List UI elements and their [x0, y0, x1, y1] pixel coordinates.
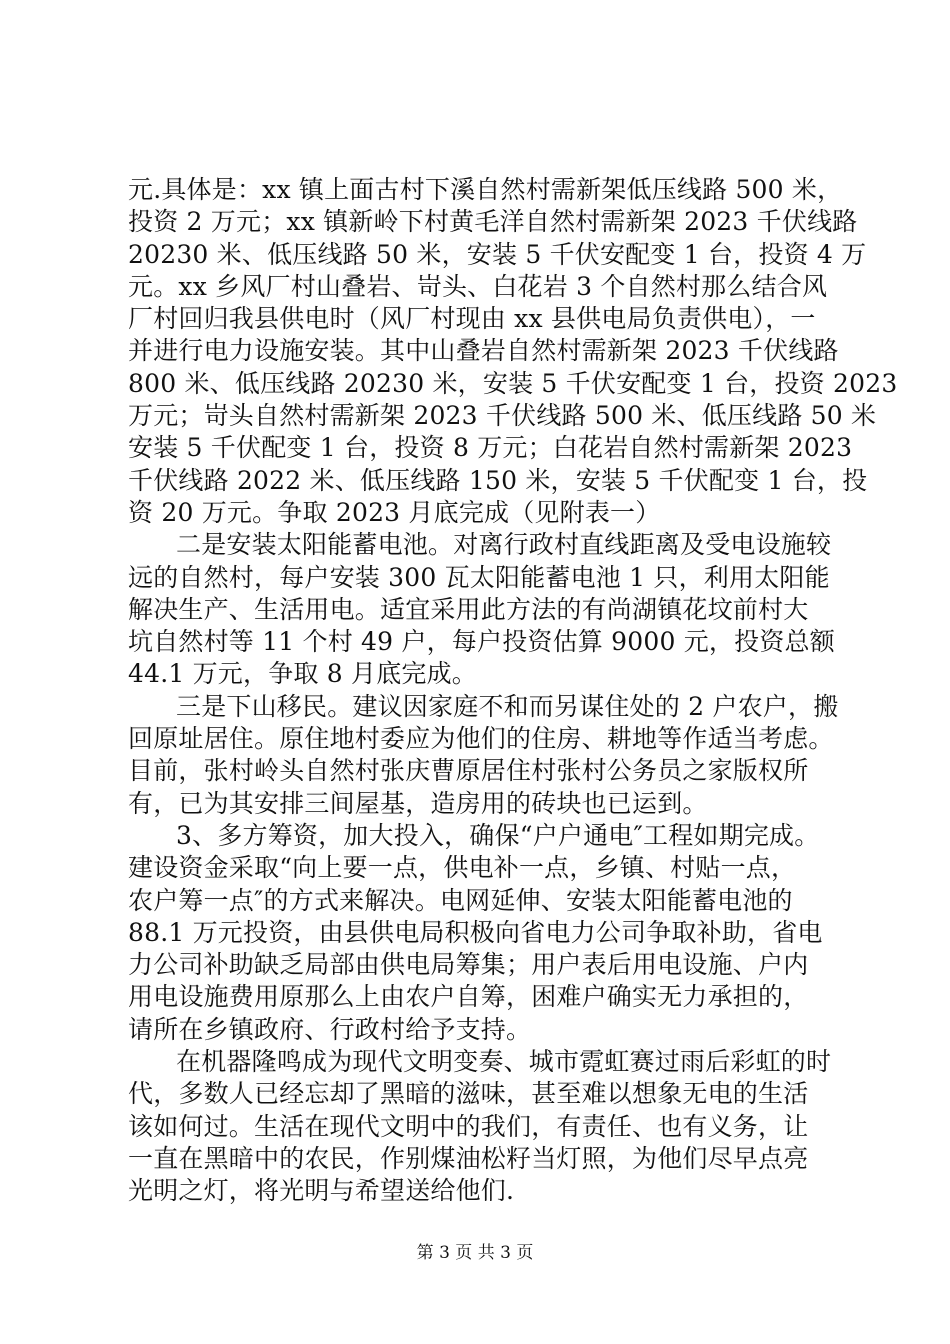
text-line: 万元；岢头自然村需新架 2023 千伏线路 500 米、低压线路 50 米 — [128, 401, 877, 431]
text-line: 元.具体是：xx 镇上面古村下溪自然村需新架低压线路 500 米， — [128, 175, 843, 204]
text-line: 用电设施费用原那么上由农户自筹，困难户确实无力承担的， — [128, 982, 809, 1012]
text-line: 回原址居住。原住地村委应为他们的住房、耕地等作适当考虑。 — [128, 724, 834, 754]
text-line: 投资 2 万元；xx 镇新岭下村黄毛洋自然村需新架 2023 千伏线路 — [128, 207, 858, 237]
document-body — [128, 174, 898, 1208]
text-line: 农户筹一点″的方式来解决。电网延伸、安装太阳能蓄电池的 — [128, 885, 793, 915]
text-line: 千伏线路 2022 米、低压线路 150 米，安装 5 千伏配变 1 台，投 — [128, 465, 868, 495]
paragraph-start-line: 三是下山移民。建议因家庭不和而另谋住处的 2 户农户，搬 — [176, 691, 839, 721]
text-line: 目前，张村岭头自然村张庆曹原居住村张村公务员之家版权所 — [128, 756, 809, 786]
text-line: 解决生产、生活用电。适宜采用此方法的有尚湖镇花坟前村大 — [128, 594, 809, 624]
text-line: 坑自然村等 11 个村 49 户，每户投资估算 9000 元，投资总额 — [128, 627, 835, 657]
text-line: 资 20 万元。争取 2023 月底完成（见附表一） — [128, 497, 661, 527]
text-line: 远的自然村，每户安装 300 瓦太阳能蓄电池 1 只，利用太阳能 — [128, 562, 830, 592]
text-line: 力公司补助缺乏局部由供电局筹集；用户表后用电设施、户内 — [128, 950, 809, 980]
paragraph-start-line: 3、多方筹资，加大投入，确保“户户通电″工程如期完成。 — [176, 820, 820, 850]
page-number-label: 第 3 页 共 3 页 — [416, 1243, 534, 1263]
text-line: 建设资金采取“向上要一点，供电补一点，乡镇、村贴一点， — [128, 853, 797, 883]
text-line: 请所在乡镇政府、行政村给予支持。 — [128, 1014, 532, 1044]
text-line: 该如何过。生活在现代文明中的我们，有责任、也有义务，让 — [128, 1111, 809, 1141]
text-line: 20230 米、低压线路 50 米，安装 5 千伏安配变 1 台，投资 4 万 — [128, 239, 867, 269]
text-line: 安装 5 千伏配变 1 台，投资 8 万元；白花岩自然村需新架 2023 — [128, 433, 853, 463]
text-line: 厂村回归我县供电时（风厂村现由 xx 县供电局负责供电），一 — [128, 304, 816, 334]
text-line: 一直在黑暗中的农民，作别煤油松籽当灯照，为他们尽早点亮 — [128, 1143, 809, 1173]
text-line: 元。xx 乡风厂村山叠岩、岢头、白花岩 3 个自然村那么结合风 — [128, 271, 828, 301]
text-line: 88.1 万元投资，由县供电局积极向省电力公司争取补助，省电 — [128, 917, 823, 947]
page-footer — [0, 1242, 950, 1264]
text-line: 800 米、低压线路 20230 米，安装 5 千伏安配变 1 台，投资 2023 — [128, 368, 898, 398]
text-line: 并进行电力设施安装。其中山叠岩自然村需新架 2023 千伏线路 — [128, 336, 839, 366]
text-line: 光明之灯，将光明与希望送给他们. — [128, 1176, 515, 1206]
text-line: 有，已为其安排三间屋基，造房用的砖块也已运到。 — [128, 788, 708, 818]
text-line: 44.1 万元，争取 8 月底完成。 — [128, 659, 478, 689]
paragraph-start-line: 二是安装太阳能蓄电池。对离行政村直线距离及受电设施较 — [176, 530, 832, 560]
paragraph-start-line: 在机器隆鸣成为现代文明变奏、城市霓虹赛过雨后彩虹的时 — [176, 1047, 832, 1077]
text-line: 代，多数人已经忘却了黑暗的滋味，甚至难以想象无电的生活 — [128, 1079, 809, 1109]
